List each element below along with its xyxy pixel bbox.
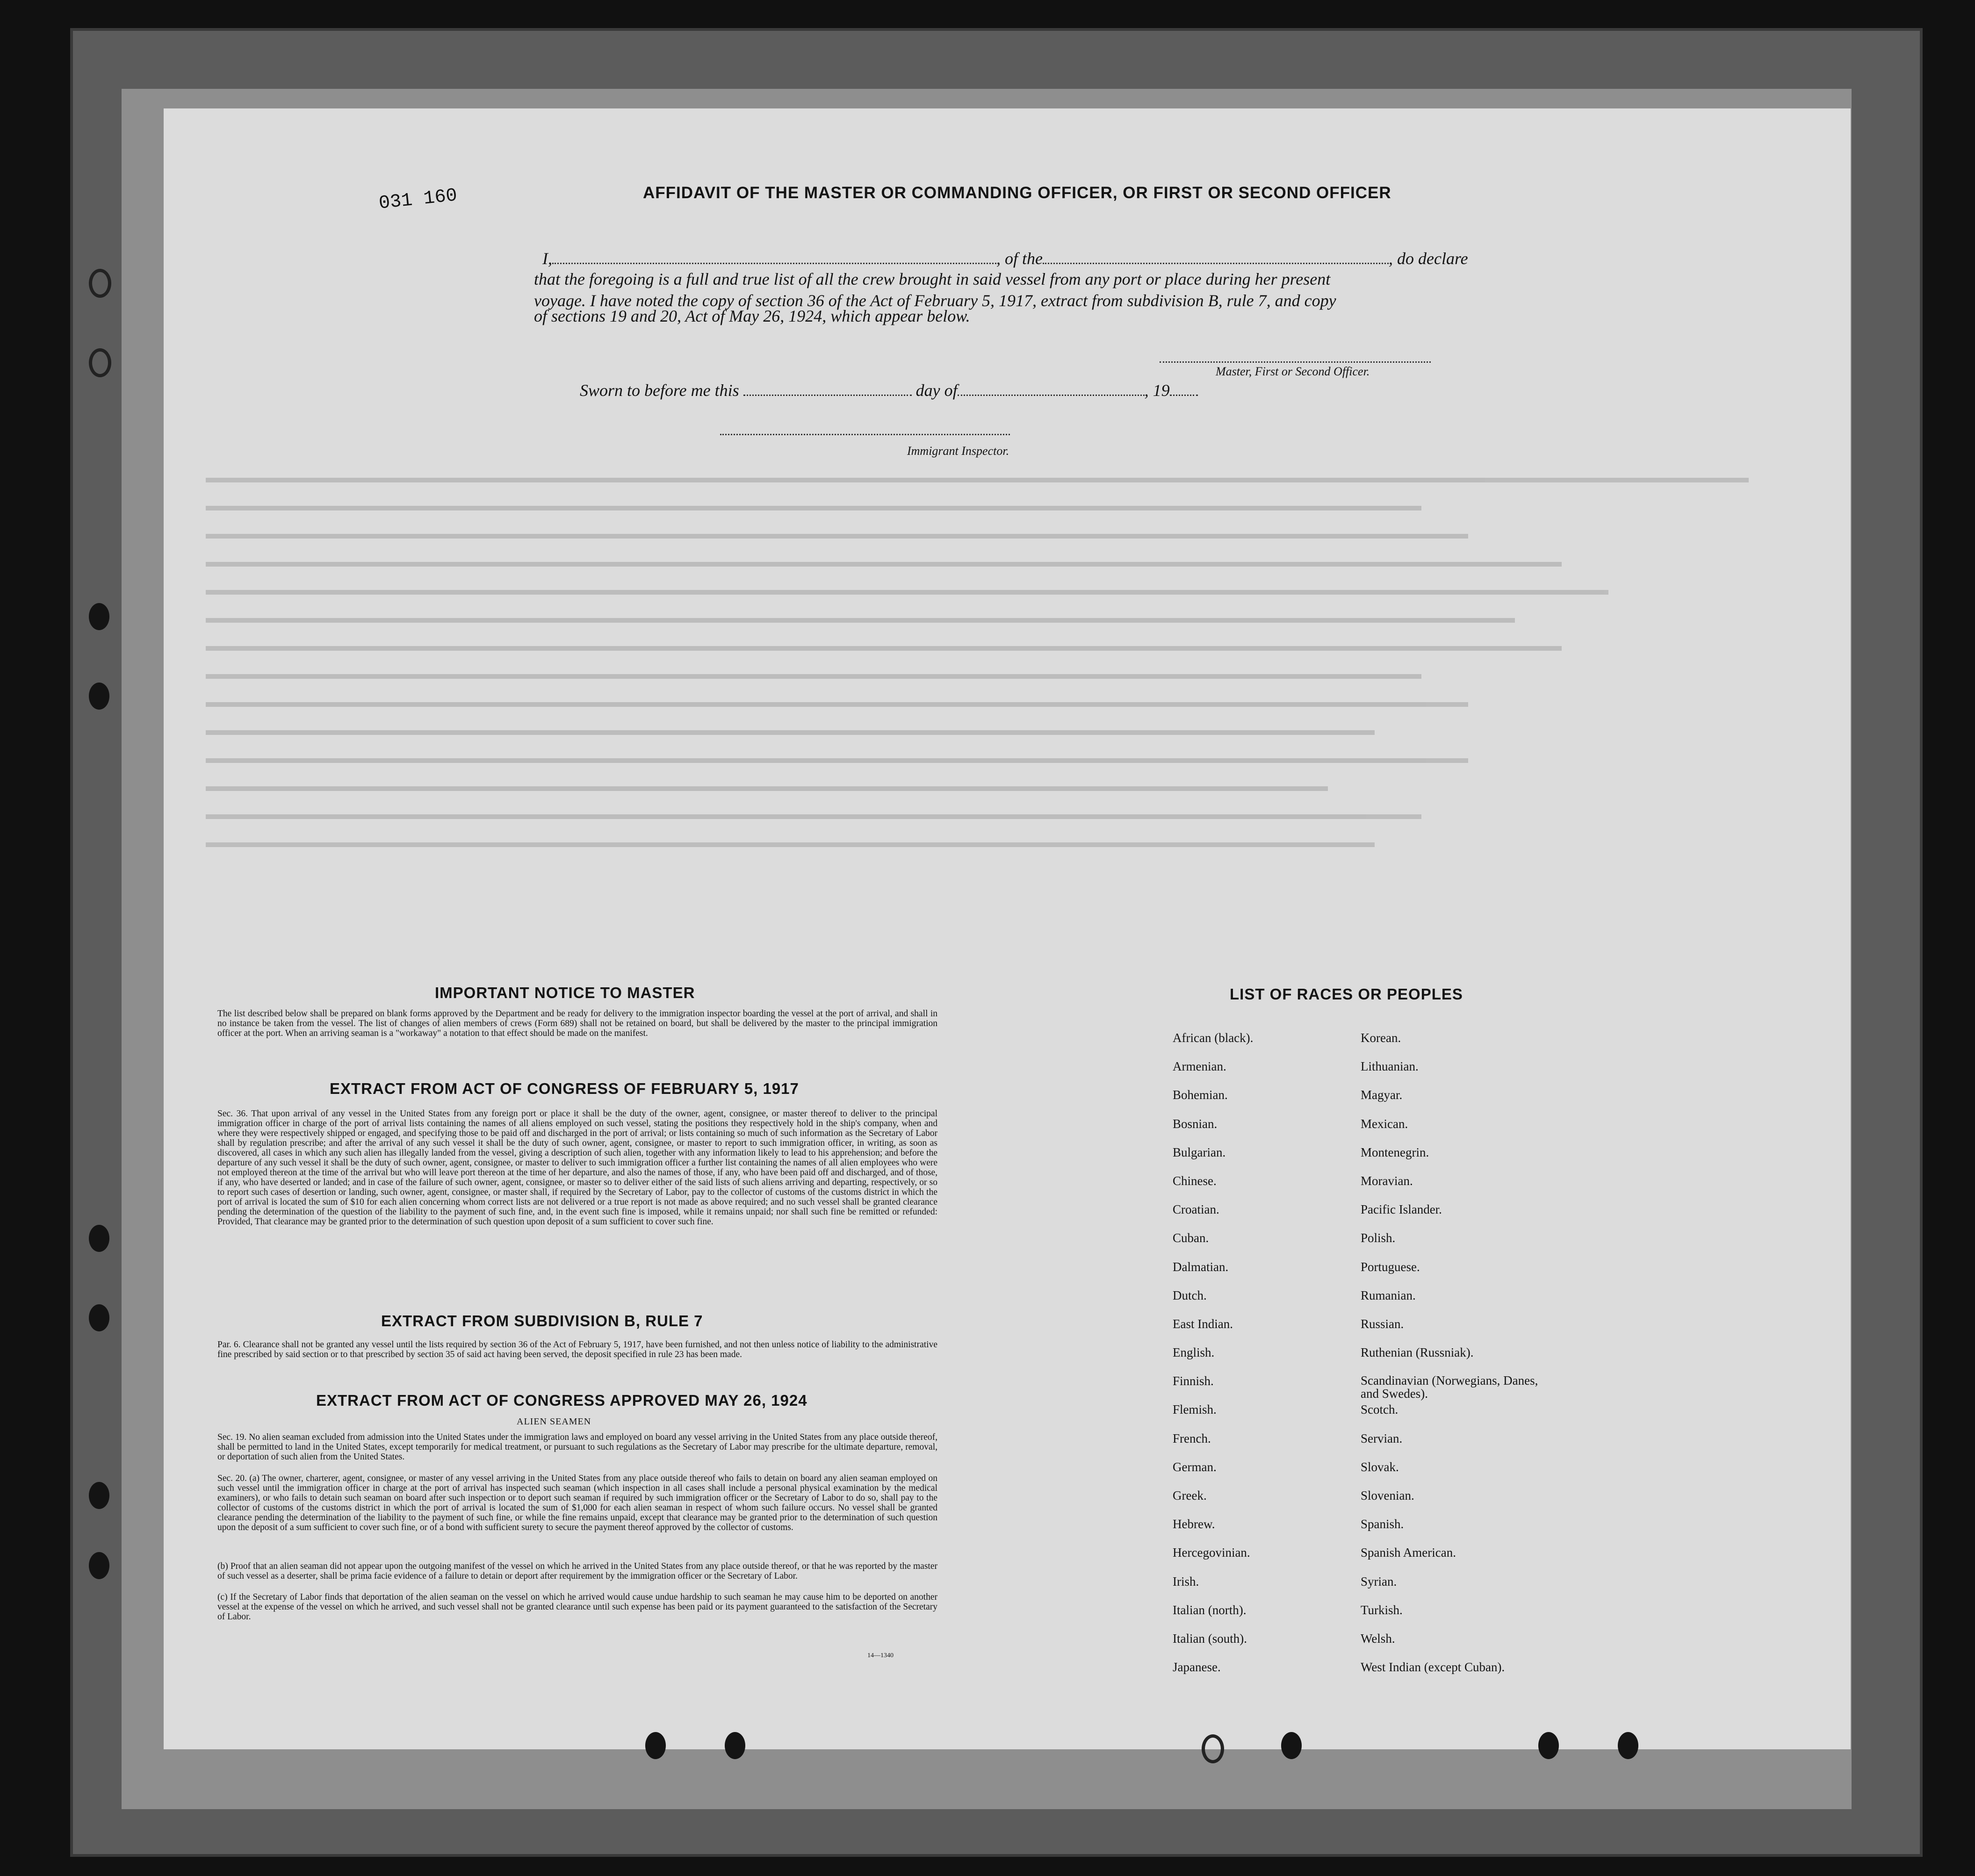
sworn-year-field[interactable] [1170, 380, 1198, 396]
affidavit-title: AFFIDAVIT OF THE MASTER OR COMMANDING OFFICER, OR FIRST OR SECOND OFFICER [643, 184, 1391, 202]
affidavit-line1 [542, 248, 1468, 268]
race-item: Finnish. [1173, 1374, 1214, 1388]
extract-1917-text: Sec. 36. That upon arrival of any vessel in the United States from any foreign port or place it shall be the duty of the owner, agent, consignee, or master thereof to deliver to the principal immigration officer in charge of the port of arrival lists containing the names of all aliens employed on such vessel, stating the positions they respectively hold in the ship's company, when and where they were respectively shipped or engaged, and specifying those to be paid off and discharged in the port of arrival; or lists containing so much of such information as the Secretary of Labor shall by regulation prescribe; and after the arrival of any such vessel it shall be the duty of such owner, agent, consignee, or master to report to such immigration officer, in writing, as soon as discovered, all cases in which any such alien has illegally landed from the vessel, giving a description of such alien, together with any information likely to lead to his apprehension; and before the departure of any such vessel it shall be the duty of such owner, agent, consignee, or master to deliver to such immigration officer a further list containing the names of all alien employees who were not employed thereon at the time of the arrival but who will leave port thereon at the time of her departure, and also the names of those, if any, who have been paid off and discharged, and of those, if any, who have deserted or landed; and in case of the failure of such owner, agent, consignee, or master so to deliver either of the said lists of such aliens arriving and departing, respectively, or so to report such cases of desertion or landing, such owner, agent, consignee, or master shall, if required by the Secretary of Labor, pay to the collector of customs of the customs district in which the port of arrival is located the sum of $10 for each alien concerning whom correct lists are not delivered or a true report is not made as above required; and no such vessel shall be granted clearance pending the determination of the question of the liability to the payment of such fine, and, in the event such fine is imposed, while it remains unpaid; nor shall such fine be remitted or refunded: Provided, That clearance may be granted prior to the determination of such question upon deposit of a sum sufficient to cover such fine. [217, 1109, 937, 1227]
races-left-column [1173, 1031, 1253, 1689]
sworn-line [580, 380, 1198, 400]
punch-hole [89, 1225, 109, 1252]
race-item: Portuguese. [1361, 1259, 1420, 1274]
alien-seamen-subtitle: ALIEN SEAMEN [517, 1416, 591, 1427]
race-item: Welsh. [1361, 1631, 1395, 1646]
race-item: Spanish. [1361, 1517, 1404, 1531]
race-item: Dutch. [1173, 1288, 1207, 1302]
affidavit-i-label: I, [542, 249, 552, 268]
race-item: East Indian. [1173, 1316, 1233, 1331]
race-item: Magyar. [1361, 1088, 1403, 1102]
sec20b-text: (b) Proof that an alien seaman did not appear upon the outgoing manifest of the vessel on which he arrived in the United States from any place outside thereof, or that he was reported by the master of such vessel as a deserter, shall be prima facie evidence of a failure to detain or deport after requirement by the immigration officer or the Secretary of Labor. [217, 1561, 937, 1581]
race-item: Korean. [1361, 1031, 1401, 1045]
race-item: Lithuanian. [1361, 1059, 1419, 1074]
sec20c-text: (c) If the Secretary of Labor finds that deportation of the alien seaman on the vessel on which he arrived would cause undue hardship to such seaman he may cause him to be deported on another vessel at the expense of the vessel on which he arrived, and such vessel shall not be granted clearance until such expense has been paid or its payment guaranteed to the satisfaction of the Secretary of Labor. [217, 1592, 937, 1622]
race-item: German. [1173, 1459, 1217, 1474]
notice-text: The list described below shall be prepared on blank forms approved by the Department and be ready for delivery to the immigration inspector boarding the vessel at the port of arrival, and shall in no instance be taken from the vessel. The list of changes of alien members of crews (Form 689) shall not be retained on board, but shall be delivered by the master to the principal immigration officer at the port. When an arriving seaman is a "workaway" a notation to that effect should be made on the manifest. [217, 1009, 937, 1038]
race-item: Turkish. [1361, 1603, 1403, 1617]
race-item: Italian (south). [1173, 1631, 1247, 1646]
race-item: Hercegovinian. [1173, 1545, 1250, 1560]
sworn-label: Sworn to before me this [580, 381, 739, 400]
of-the-label: , of the [996, 249, 1043, 268]
sec20a-text: Sec. 20. (a) The owner, charterer, agent, consignee, or master of any vessel arriving in the United States from any place outside thereof who fails to detain on board any alien seaman employed on such vessel until the immigration officer in charge at the port of arrival has inspected such seaman (which inspection in all cases shall include a personal physical examination by the medical examiners), or who fails to detain such seaman on board after such inspection or to deport such seaman if required by such immigration officer or the Secretary of Labor to do so, shall pay to the collector of customs of the customs district in which the port of arrival is located the sum of $1,000 for each alien seaman in respect of whom such failure occurs. No vessel shall be granted clearance pending the determination of the liability to the payment of such fine, or while the fine remains unpaid, except that clearance may be granted prior to the determination of such question upon the deposit of a sum sufficient to cover such fine, or of a bond with sufficient surety to secure the payment thereof approved by the collector of customs. [217, 1473, 937, 1532]
punch-hole [1281, 1732, 1302, 1759]
affidavit-line2: that the foregoing is a full and true list of all the crew brought in said vessel from any port or place during her present [534, 270, 1331, 288]
do-declare-label: , do declare [1388, 249, 1468, 268]
year-label: , 19 [1144, 381, 1170, 400]
punch-hole [89, 1482, 109, 1509]
race-item: Mexican. [1361, 1116, 1408, 1131]
form-number: 14—1340 [867, 1652, 894, 1659]
race-item: Armenian. [1173, 1059, 1226, 1074]
race-item: Slovenian. [1361, 1488, 1414, 1502]
extract-1917-title: EXTRACT FROM ACT OF CONGRESS OF FEBRUARY 5, 1917 [330, 1080, 799, 1097]
master-signature-label: Master, First or Second Officer. [1216, 365, 1370, 378]
punch-hole [89, 1552, 109, 1579]
name-field[interactable] [552, 248, 996, 264]
race-item: Cuban. [1173, 1231, 1209, 1245]
race-item: Italian (north). [1173, 1603, 1247, 1617]
affidavit-line4: of sections 19 and 20, Act of May 26, 1924, which appear below. [534, 307, 970, 325]
race-item: Japanese. [1173, 1660, 1221, 1675]
race-item: Croatian. [1173, 1202, 1219, 1217]
punch-hole [1202, 1734, 1224, 1763]
race-item: Ruthenian (Russniak). [1361, 1345, 1474, 1360]
master-signature-line[interactable] [1160, 361, 1431, 363]
sworn-month-field[interactable] [958, 380, 1145, 396]
race-item: Bohemian. [1173, 1088, 1228, 1102]
race-item: Rumanian. [1361, 1288, 1416, 1302]
notice-title: IMPORTANT NOTICE TO MASTER [435, 984, 695, 1001]
sworn-day-field[interactable] [743, 380, 912, 396]
races-title: LIST OF RACES OR PEOPLES [1230, 985, 1463, 1003]
race-item: Chinese. [1173, 1173, 1217, 1188]
vessel-field[interactable] [1043, 248, 1389, 264]
races-right-column [1361, 1031, 1548, 1689]
race-item: Russian. [1361, 1316, 1404, 1331]
punch-hole [645, 1732, 666, 1759]
race-item: Flemish. [1173, 1402, 1217, 1417]
race-item: Bosnian. [1173, 1116, 1218, 1131]
race-item: Scandinavian (Norwegians, Danes, and Swedes). [1361, 1373, 1538, 1401]
race-item: Dalmatian. [1173, 1259, 1229, 1274]
extract-1924-title: EXTRACT FROM ACT OF CONGRESS APPROVED MAY 26, 1924 [316, 1392, 807, 1409]
affidavit-line3: voyage. I have noted the copy of section 36 of the Act of February 5, 1917, extract from subdivision B, rule 7, and copy [534, 291, 1336, 310]
punch-hole [89, 269, 111, 298]
race-item: Servian. [1361, 1431, 1403, 1445]
race-item: Scotch. [1361, 1402, 1398, 1417]
race-item: African (black). [1173, 1031, 1254, 1045]
race-item: Polish. [1361, 1231, 1396, 1245]
race-item: Montenegrin. [1361, 1145, 1429, 1159]
inspector-label: Immigrant Inspector. [907, 444, 1009, 458]
punch-hole [1538, 1732, 1559, 1759]
punch-hole [89, 603, 109, 630]
race-item: English. [1173, 1345, 1215, 1360]
punch-hole [1618, 1732, 1638, 1759]
race-item: Pacific Islander. [1361, 1202, 1442, 1217]
race-item: Greek. [1173, 1488, 1207, 1502]
rule7-title: EXTRACT FROM SUBDIVISION B, RULE 7 [381, 1312, 703, 1330]
punch-hole [89, 1304, 109, 1331]
race-item: Slovak. [1361, 1459, 1399, 1474]
rule7-text: Par. 6. Clearance shall not be granted any vessel until the lists required by section 36 of the Act of February 5, 1917, have been furnished, and not then unless notice of liability to the administrative fine prescribed by said section or to that prescribed by section 35 of said act having been served, the deposit specified in rule 23 has been made. [217, 1340, 937, 1359]
race-item: French. [1173, 1431, 1211, 1445]
race-item: West Indian (except Cuban). [1361, 1660, 1505, 1675]
race-item: Syrian. [1361, 1574, 1397, 1588]
race-item: Bulgarian. [1173, 1145, 1226, 1159]
inspector-signature-line[interactable] [720, 434, 1010, 435]
punch-hole [89, 348, 111, 377]
race-item: Irish. [1173, 1574, 1199, 1588]
punch-hole [89, 683, 109, 710]
bleed-through-manifest [164, 108, 1851, 894]
race-item: Spanish American. [1361, 1545, 1456, 1560]
day-of-label: day of [915, 381, 958, 400]
stamp-number: 031 160 [378, 185, 458, 215]
race-item: Hebrew. [1173, 1517, 1215, 1531]
race-item: Moravian. [1361, 1173, 1413, 1188]
sec19-text: Sec. 19. No alien seaman excluded from admission into the United States under the immigration laws and employed on board any vessel arriving in the United States from any place outside thereof, shall be permitted to land in the United States, except temporarily for medical treatment, or pursuant to such regulations as the Secretary of Labor may prescribe for the ultimate departure, removal, or deportation of such alien from the United States. [217, 1432, 937, 1462]
punch-hole [725, 1732, 745, 1759]
